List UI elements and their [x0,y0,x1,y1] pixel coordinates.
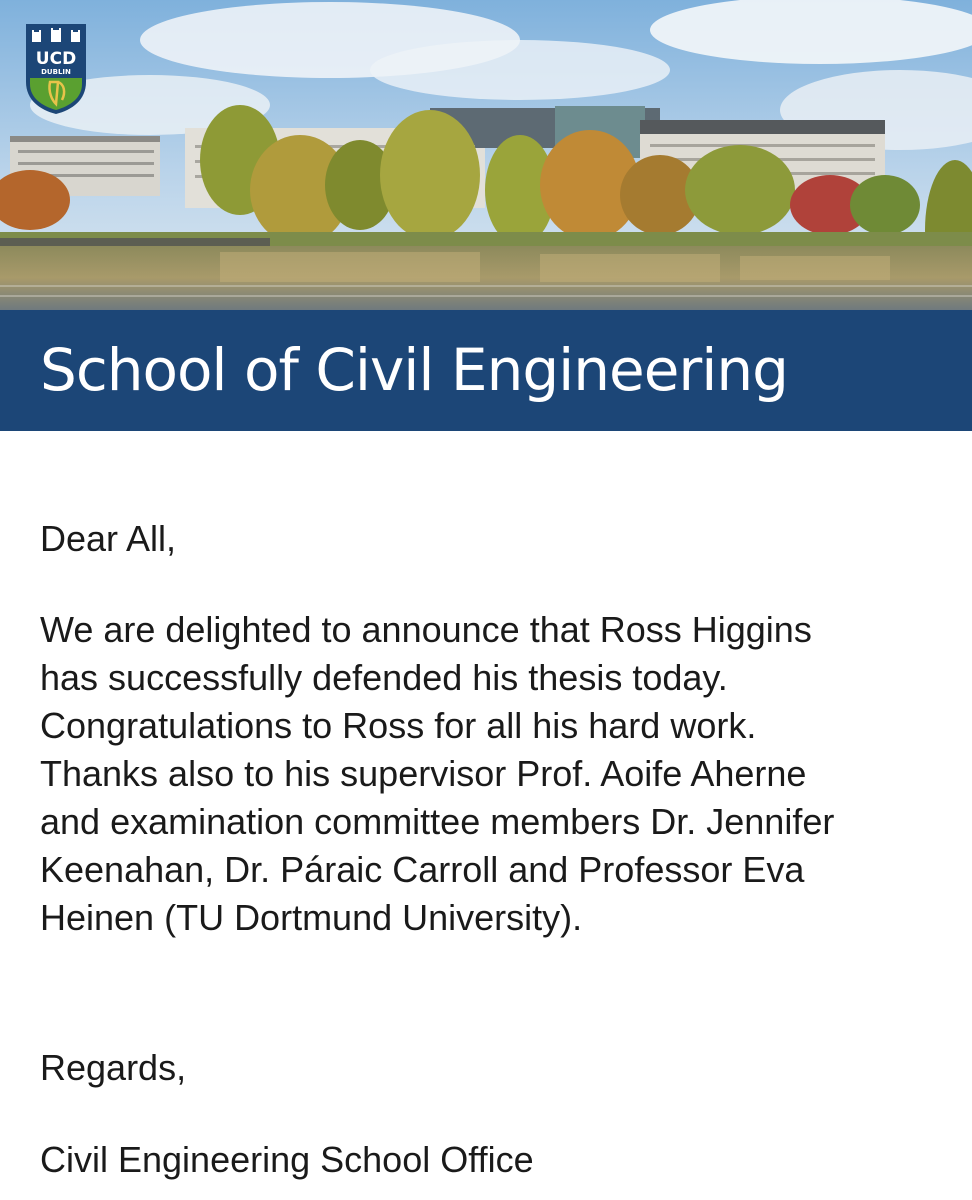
signature-text: Civil Engineering School Office [40,1139,534,1180]
announcement-line: Thanks also to his supervisor Prof. Aoife Aherne [40,753,807,794]
page-title: School of Civil Engineering [40,336,788,404]
ucd-logo [24,22,88,116]
campus-banner-image [0,0,972,310]
logo-sub-text: DUBLIN [41,68,71,76]
announcement-line: We are delighted to announce that Ross Higgins [40,609,812,650]
announcement-line: Keenahan, Dr. Páraic Carroll and Professor Eva [40,849,805,890]
announcement-line: Congratulations to Ross for all his hard work. [40,705,757,746]
logo-main-text: UCD [35,49,77,69]
announcement-line: has successfully defended his thesis today. [40,657,728,698]
closing-text: Regards, [40,1047,187,1088]
announcement-paragraph [40,606,940,942]
announcement-line: and examination committee members Dr. Jennifer [40,801,835,842]
greeting-text: Dear All, [40,518,177,559]
announcement-line: Heinen (TU Dortmund University). [40,897,583,938]
